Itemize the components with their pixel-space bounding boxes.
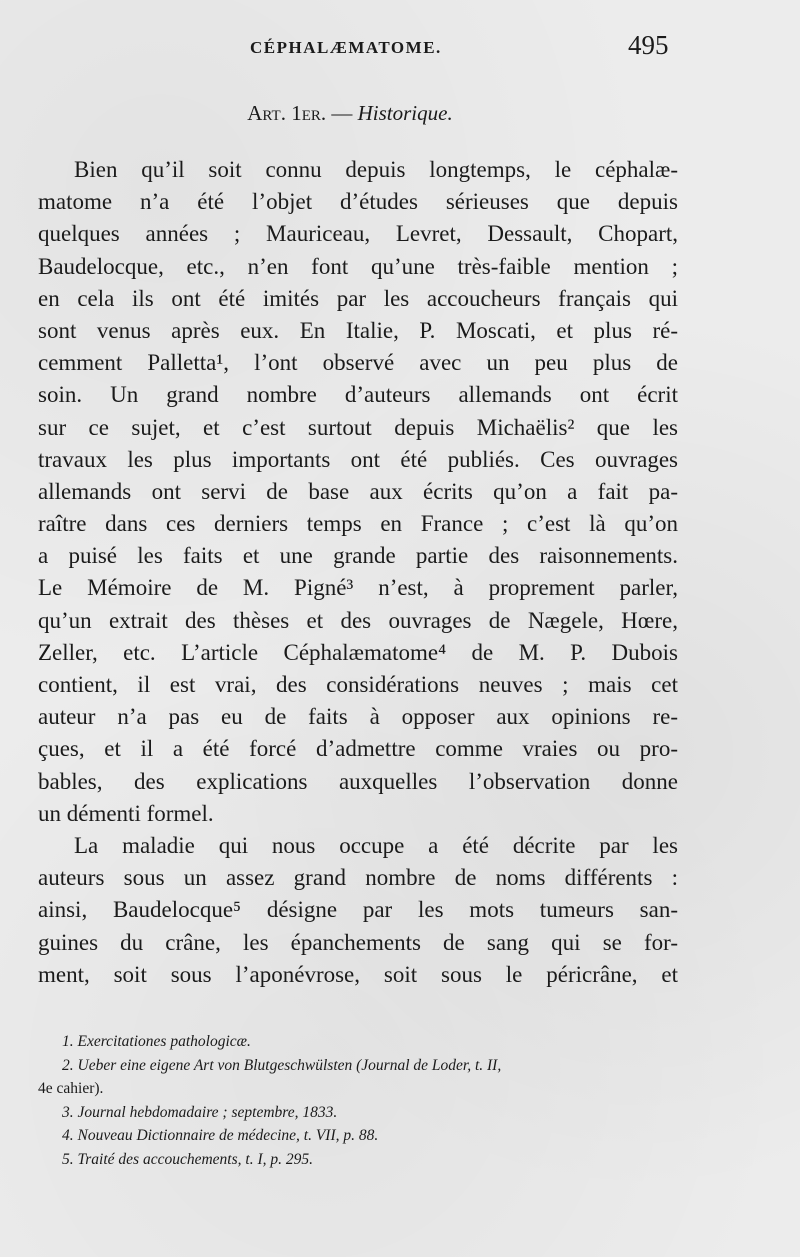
paragraph-2 <box>38 830 678 991</box>
text-line: sont venus après eux. En Italie, P. Moscati, et plus ré- <box>38 317 678 343</box>
text-line: auteur n’a pas eu de faits à opposer aux opinions re- <box>38 704 678 730</box>
text-line: soin. Un grand nombre d’auteurs allemands ont écrit <box>38 382 678 408</box>
text-line: allemands ont servi de base aux écrits qu’on a fait pa- <box>38 478 678 504</box>
text-line: Bien qu’il soit connu depuis longtemps, le céphalæ- <box>74 157 678 182</box>
footnote-1: 1. Exercitationes pathologicæ. <box>62 1033 251 1050</box>
section-title: Historique. <box>357 101 453 125</box>
text-line: sur ce sujet, et c’est surtout depuis Michaëlis² que les <box>38 414 678 440</box>
text-line: quelques années ; Mauriceau, Levret, Dessault, Chopart, <box>38 221 678 247</box>
text-line: auteurs sous un assez grand nombre de noms différents : <box>38 865 678 891</box>
text-line: çues, et il a été forcé d’admettre comme vraies ou pro- <box>38 736 678 762</box>
page-header <box>0 30 800 70</box>
text-line: travaux les plus importants ont été publiés. Ces ouvrages <box>38 446 678 472</box>
text-line: guines du crâne, les épanchements de sang qui se for- <box>38 929 678 955</box>
body-text <box>38 154 678 991</box>
text-line: contient, il est vrai, des considérations neuves ; mais cet <box>38 672 678 697</box>
text-line: ainsi, Baudelocque⁵ désigne par les mots tumeurs san- <box>38 897 678 923</box>
text-line: cemment Palletta¹, l’ont observé avec un peu plus de <box>38 350 678 376</box>
section-heading <box>0 101 700 126</box>
text-line: raître dans ces derniers temps en France ; c’est là qu’on <box>38 511 678 537</box>
footnote-2-continued: 4e cahier). <box>38 1080 104 1097</box>
heading-dash: — <box>326 101 358 125</box>
text-line: Zeller, etc. L’article Céphalæmatome⁴ de M. P. Dubois <box>38 639 678 665</box>
footnote-5: 5. Traité des accouchements, t. I, p. 295. <box>62 1150 313 1168</box>
text-line: matome n’a été l’objet d’études sérieuses que depuis <box>38 189 678 215</box>
text-line: qu’un extrait des thèses et des ouvrages de Nægele, Hœre, <box>38 607 678 633</box>
text-line: Baudelocque, etc., n’en font qu’une très-faible mention ; <box>38 253 678 279</box>
text-line: en cela ils ont été imités par les accoucheurs français qui <box>38 285 678 311</box>
footnote-2: 2. Ueber eine eigene Art von Blutgeschwülsten (Journal de Loder, t. II, <box>62 1056 502 1074</box>
text-line: a puisé les faits et une grande partie des raisonnements. <box>38 543 678 569</box>
text-line: La maladie qui nous occupe a été décrite par les <box>74 832 678 858</box>
footnote-3: 3. Journal hebdomadaire ; septembre, 1833. <box>62 1103 338 1121</box>
text-line: ment, soit sous l’aponévrose, soit sous le péricrâne, et <box>38 961 678 987</box>
footnote-4: 4. Nouveau Dictionnaire de médecine, t. VII, p. 88. <box>62 1127 379 1144</box>
page-number: 495 <box>628 30 669 60</box>
text-line: bables, des explications auxquelles l’observation donne <box>38 768 678 794</box>
text-line: Le Mémoire de M. Pigné³ n’est, à proprement parler, <box>38 575 678 601</box>
footnotes <box>38 1030 688 1171</box>
text-line: un démenti formel. <box>38 800 214 826</box>
paragraph-1 <box>38 154 678 830</box>
running-title: CÉPHALÆMATOME. <box>250 38 442 57</box>
article-number: Art. 1er. <box>247 101 327 125</box>
